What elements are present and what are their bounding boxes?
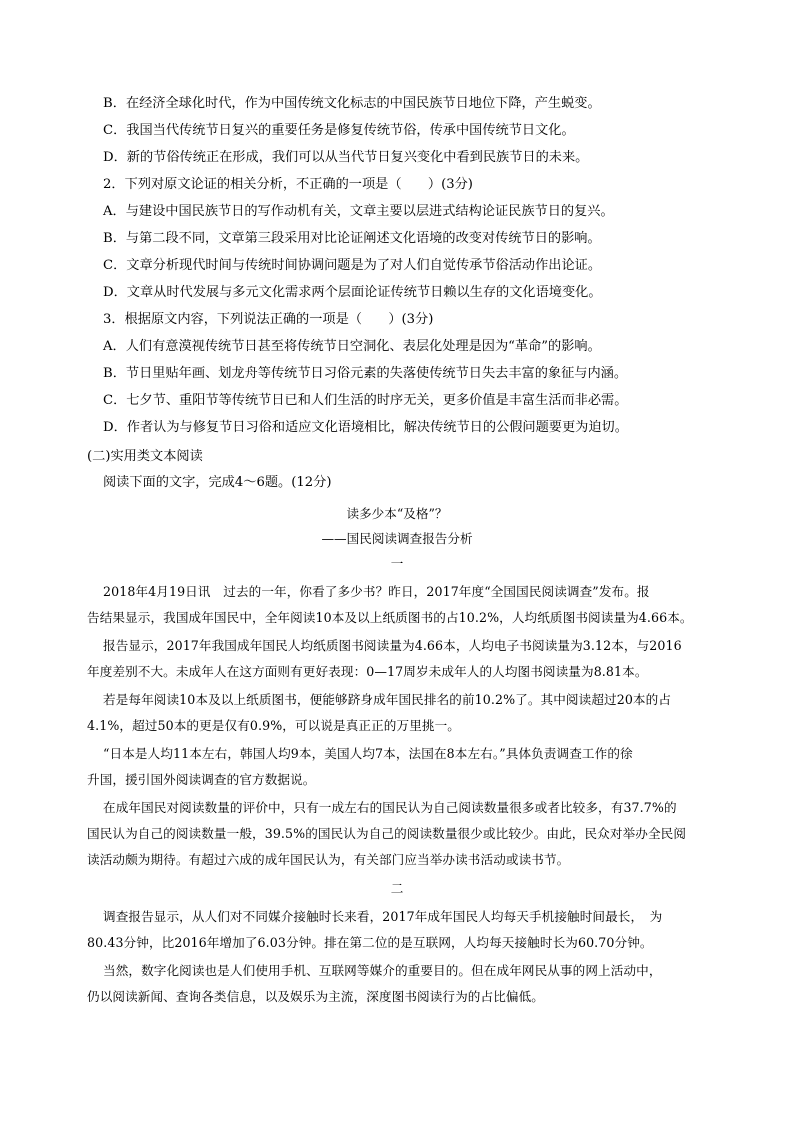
paragraph-5-line-1: 在成年国民对阅读数量的评价中，只有一成左右的国民认为自己阅读数量很多或者比较多，有37.7%的 xyxy=(103,800,677,815)
paragraph-1-line-1: 2018年4月19日讯 过去的一年，你看了多少书？昨日，2017年度“全国国民阅读调查”发布。报 xyxy=(103,584,650,599)
q3-option-d: D．作者认为与修复节日习俗和适应文化语境相比，解决传统节日的公假问题要更为迫切。 xyxy=(103,420,628,435)
section-heading: (二)实用类文本阅读 xyxy=(87,449,203,464)
q2-option-c: C．文章分析现代时间与传统时间协调问题是为了对人们自觉传承节俗活动作出论证。 xyxy=(103,258,602,273)
paragraph-1-line-2: 告结果显示，我国成年国民中，全年阅读10本及以上纸质图书的占10.2%，人均纸质图书阅读量为4.66本。 xyxy=(87,610,693,625)
paragraph-5-line-3: 读活动颇为期待。有超过六成的成年国民认为，有关部门应当举办读书活动或读书节。 xyxy=(87,852,570,867)
q2-option-b: B．与第二段不同，文章第三段采用对比论证阐述文化语境的改变对传统节日的影响。 xyxy=(103,231,601,246)
paragraph-2-line-2: 年度差别不大。未成年人在这方面则有更好表现：0—17周岁未成年人的人均图书阅读量为8.81本。 xyxy=(87,664,648,679)
article-subtitle: ——国民阅读调查报告分析 xyxy=(321,531,473,546)
q3-option-b: B．节日里贴年画、划龙舟等传统节日习俗元素的失落使传统节日失去丰富的象征与内涵。 xyxy=(103,366,627,381)
paragraph-4-line-2: 升国，援引国外阅读调查的官方数据说。 xyxy=(87,772,316,787)
paragraph-3-line-2: 4.1%，超过50本的更是仅有0.9%，可以说是真正正的万里挑一。 xyxy=(87,718,460,733)
paragraph-5-line-2: 国民认为自己的阅读数量一般，39.5%的国民认为自己的阅读数量很少或比较少。由此，民众对举办全民阅 xyxy=(87,826,687,841)
paragraph-7-line-1: 当然，数字化阅读也是人们使用手机、互联网等媒介的重要目的。但在成年网民从事的网上活动中， xyxy=(103,963,662,978)
q1-option-d: D．新的节俗传统正在形成，我们可以从当代节日复兴变化中看到民族节日的未来。 xyxy=(103,150,589,165)
q1-option-b: B．在经济全球化时代，作为中国传统文化标志的中国民族节日地位下降，产生蜕变。 xyxy=(103,96,601,111)
q1-option-c: C．我国当代传统节日复兴的重要任务是修复传统节俗，传承中国传统节日文化。 xyxy=(103,123,575,138)
q2-option-d: D．文章从时代发展与多元文化需求两个层面论证传统节日赖以生存的文化语境变化。 xyxy=(103,285,602,300)
paragraph-7-line-2: 仍以阅读新闻、查询各类信息，以及娱乐为主流，深度图书阅读行为的占比偏低。 xyxy=(87,989,544,1004)
part-one-heading: 一 xyxy=(390,556,404,571)
q3-option-c: C．七夕节、重阳节等传统节日已和人们生活的时序无关，更多价值是丰富生活而非必需。 xyxy=(103,393,628,408)
paragraph-6-line-1: 调查报告显示，从人们对不同媒介接触时长来看，2017年成年国民人均每天手机接触时间最长， 为 xyxy=(103,909,663,924)
part-two-heading: 二 xyxy=(390,881,404,896)
paragraph-3-line-1: 若是每年阅读10本及以上纸质图书，便能够跻身成年国民排名的前10.2%了。其中阅读超过20本的占 xyxy=(103,692,672,707)
paragraph-2-line-1: 报告显示，2017年我国成年国民人均纸质图书阅读量为4.66本，人均电子书阅读量为3.12本，与2016 xyxy=(103,638,682,653)
article-title: 读多少本“及格”？ xyxy=(346,506,448,521)
q2-stem: 2．下列对原文论证的相关分析，不正确的一项是（ ）(3分) xyxy=(103,177,473,192)
paragraph-6-line-2: 80.43分钟，比2016年增加了6.03分钟。排在第二位的是互联网，人均每天接触时长为60.70分钟。 xyxy=(87,935,653,950)
q2-option-a: A．与建设中国民族节日的写作动机有关，文章主要以层进式结构论证民族节日的复兴。 xyxy=(103,204,614,219)
q3-option-a: A．人们有意漠视传统节日甚至将传统节日空洞化、表层化处理是因为“革命”的影响。 xyxy=(103,339,601,354)
q3-stem: 3．根据原文内容，下列说法正确的一项是（ ）(3分) xyxy=(103,312,434,327)
paragraph-4-line-1: “日本是人均11本左右，韩国人均9本，美国人均7本，法国在8本左右。”具体负责调查工作的徐 xyxy=(103,746,633,761)
section-instruction: 阅读下面的文字，完成4～6题。(12分) xyxy=(103,475,332,490)
